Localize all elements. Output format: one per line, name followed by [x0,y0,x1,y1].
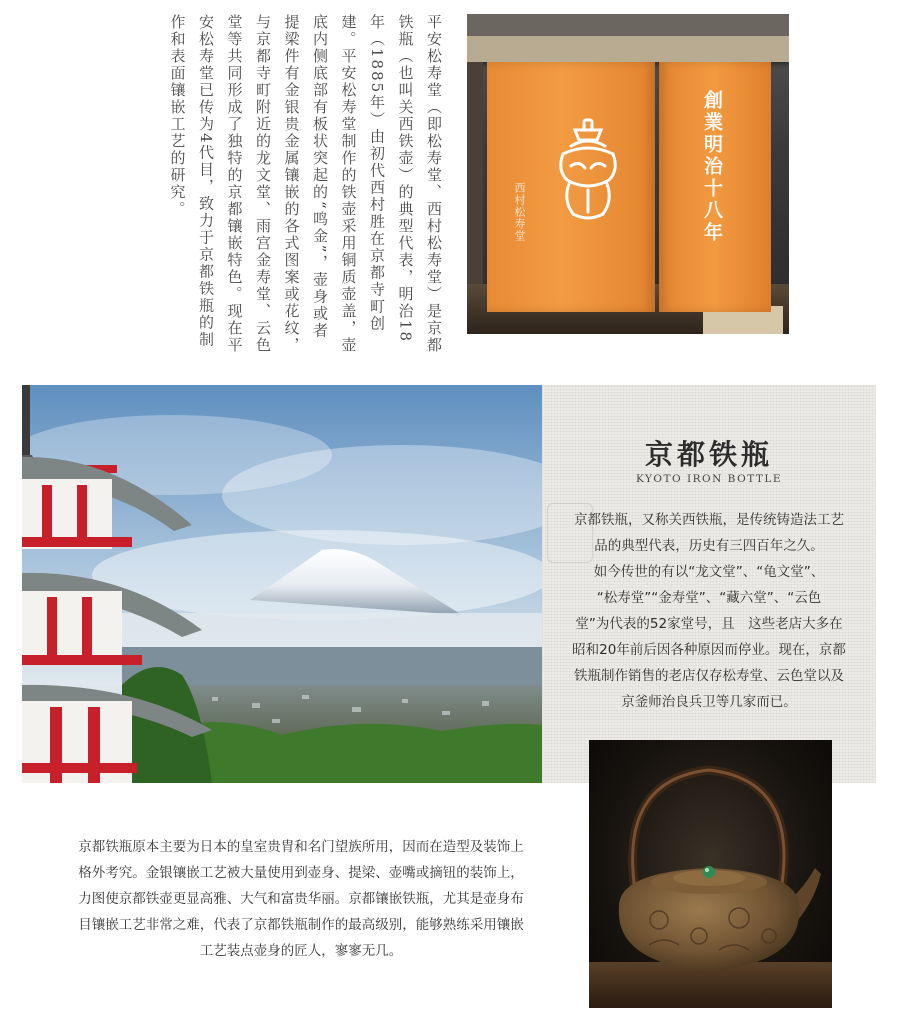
paragraph-line: 力图使京都铁壶更显高雅、大气和富贵华丽。京都镶嵌铁瓶，尤其是壶身布 [78,891,524,907]
curtain-rail [467,36,789,62]
paragraph-line: 京都铁瓶原本主要为日本的皇室贵胄和名门望族所用，因而在造型及装饰上 [78,839,524,855]
intro-vertical-paragraph: 平安松寿堂（即松寿堂、西村松寿堂）是京都铁瓶（也叫关西铁壶）的典型代表，明治18年（1885年）由初代西村胜在京都寺町创建。平安松寿堂制作的铁壶采用铜质壶盖，壶底内侧底部有板状突起的“鸣金”，壶身或者提梁件有金银贵金属镶嵌的各式图案或花纹，与京都寺町附近的龙文堂、雨宫金寿堂、云色堂等共同形成了独特的京都镶嵌特色。现在平安松寿堂已传为4代目，致力于京都铁瓶的制作和表面镶嵌工艺的研究。 [168,14,443,354]
paragraph-line: 工艺装点壶身的匠人，寥寥无几。 [199,943,403,959]
panel-line: 铁瓶制作销售的老店仅存松寿堂、云色堂以及 [574,668,844,684]
panel-line: 品的典型代表，历史有三四百年之久。 [594,538,824,554]
roof-beam [467,14,789,36]
pagoda-fuji-photo [22,385,542,783]
lower-paragraph [66,834,536,964]
kyoto-iron-bottle-panel [542,385,876,783]
panel-line: 昭和20年前后因各种原因而停业。现在，京都 [572,642,846,658]
paragraph-line: 格外考究。金银镶嵌工艺被大量使用到壶身、提梁、壶嘴或摘钮的装饰上， [78,865,524,881]
iron-kettle-icon [553,118,623,228]
noren-founded-text: 創業明治十八年 [701,90,723,244]
panel-title: 京都铁瓶 [644,438,773,471]
pagoda-fuji-illustration [22,385,542,783]
noren-shop-name: 西村松寿堂 [513,182,526,242]
iron-teapot-photo [589,740,832,1008]
iron-teapot-illustration [589,740,832,1008]
panel-body [548,507,870,715]
panel-subtitle: KYOTO IRON BOTTLE [635,473,783,485]
panel-line: 如今传世的有以“龙文堂”、“龟文堂”、 [593,564,825,580]
panel-line: “松寿堂”“金寿堂”、“藏六堂”、“云色 [596,590,822,606]
paragraph-line: 目镶嵌工艺非常之难，代表了京都铁瓶制作的最高级别，能够熟练采用镶嵌 [78,917,524,933]
noren-curtain-photo [467,14,789,334]
panel-line: 京都铁瓶，又称关西铁瓶，是传统铸造法工艺 [574,512,844,528]
panel-line: 京釜师治良兵卫等几家而已。 [621,694,797,710]
panel-line: 堂”为代表的52家堂号，且 这些老店大多在 [575,616,843,632]
